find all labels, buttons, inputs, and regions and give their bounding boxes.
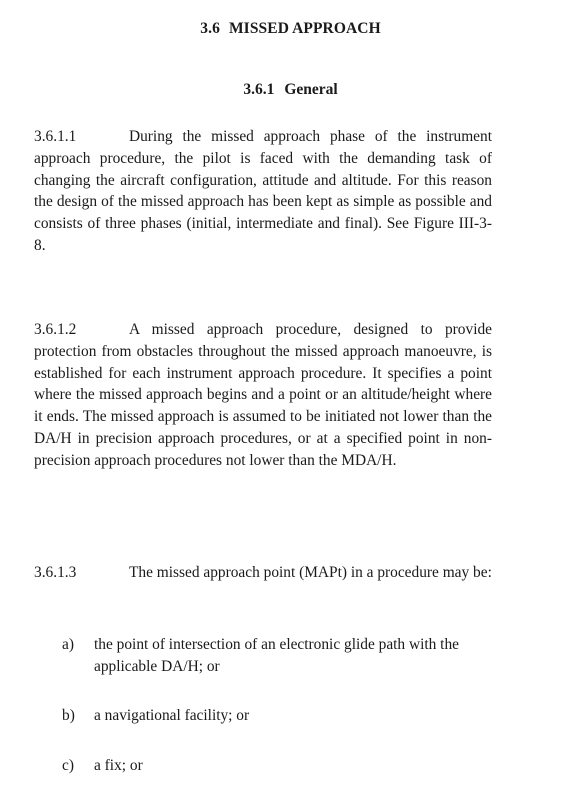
paragraph-text: The missed approach point (MAPt) in a procedure may be:: [129, 564, 492, 581]
list-item-text: the point of intersection of an electronic glide path with the applicable DA/H; or: [94, 636, 459, 675]
subsection-number: 3.6.1: [243, 81, 275, 98]
list-marker: c): [62, 757, 74, 774]
list-item: [62, 634, 492, 678]
list-item: [62, 755, 492, 777]
section-number: 3.6: [200, 20, 220, 37]
list-marker: b): [62, 707, 75, 724]
subsection-title: General: [284, 81, 338, 98]
paragraph-3-6-1-3: [34, 562, 492, 584]
section-heading: [0, 20, 581, 38]
list-item-text: a fix; or: [94, 757, 143, 774]
paragraph-3-6-1-2: [34, 319, 492, 472]
section-title: MISSED APPROACH: [228, 20, 381, 37]
paragraph-text: During the missed approach phase of the instrument approach procedure, the pilot is faced with the demanding task of changing the aircraft configuration, attitude and altitude. For this reason the design of the missed approach has been kept as simple as possible and consists of three phases (initial, intermediate and final). See Figure III-3-8.: [34, 128, 492, 254]
paragraph-number: 3.6.1.1: [34, 128, 77, 145]
list-item-text: a navigational facility; or: [94, 707, 250, 724]
paragraph-3-6-1-1: [34, 126, 492, 257]
paragraph-text: A missed approach procedure, designed to provide protection from obstacles throughout the missed approach manoeuvre, is established for each instrument approach procedure. It specifies a point where the missed approach begins and a point or an altitude/height where it ends. The missed approach is assumed to be initiated not lower than the DA/H in precision approach procedures, or at a specified point in non-precision approach procedures not lower than the MDA/H.: [34, 321, 492, 469]
paragraph-number: 3.6.1.2: [34, 321, 77, 338]
subsection-heading: [0, 81, 581, 99]
list-item: [62, 705, 492, 727]
list-marker: a): [62, 636, 74, 653]
paragraph-number: 3.6.1.3: [34, 564, 77, 581]
